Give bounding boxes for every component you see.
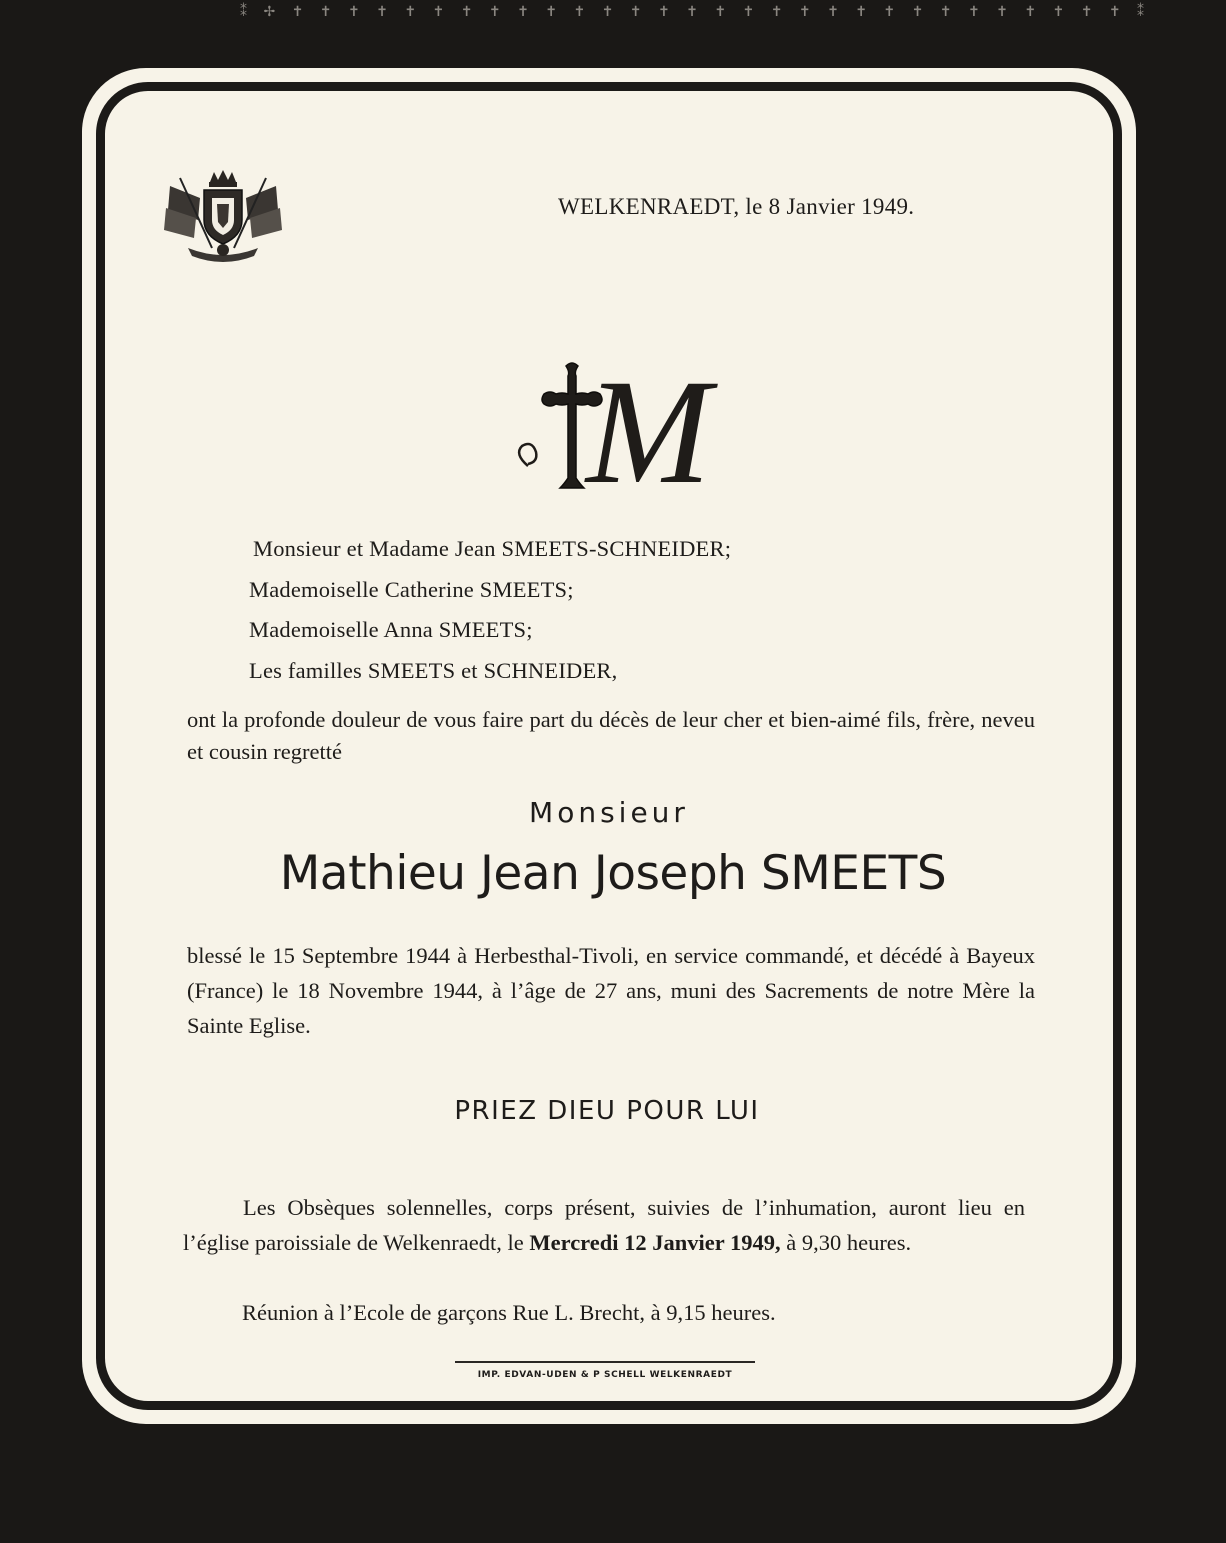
family-line-4: Les familles SMEETS et SCHNEIDER,	[249, 658, 618, 683]
funeral-paragraph	[183, 1190, 1025, 1260]
printer-credit: IMP. EDVAN-UDEN & P SCHELL WELKENRAEDT	[477, 1370, 733, 1380]
prayer-heading: PRIEZ DIEU POUR LUI	[454, 1096, 760, 1126]
coat-of-arms-icon	[160, 168, 286, 264]
funeral-date: Mercredi 12 Janvier 1949,	[529, 1230, 781, 1255]
family-line-1: Monsieur et Madame Jean SMEETS-SCHNEIDER;	[253, 536, 732, 561]
monogram-letter: M	[586, 349, 711, 515]
funeral-text-after: à 9,30 heures.	[780, 1230, 912, 1255]
death-details-paragraph: blessé le 15 Septembre 1944 à Herbesthal-Tivoli, en service commandé, et décédé à Bayeux (France) le 18 Novembre 1944, à l’âge de 27 ans, muni des Sacrements de notre Mère la Sainte Eglise.	[187, 943, 1035, 1038]
announcement-paragraph: ont la profonde douleur de vous faire part du décès de leur cher et bien-aimé fils, frère, neveu et cousin regretté	[187, 707, 1035, 764]
family-line-2: Mademoiselle Catherine SMEETS;	[249, 577, 574, 602]
cross-monogram	[508, 349, 718, 515]
deceased-name: Mathieu Jean Joseph SMEETS	[279, 846, 947, 901]
deceased-honorific: Monsieur	[529, 796, 689, 829]
footer-divider	[455, 1361, 755, 1363]
top-edge-ornament: ⁑ ✢ ✝ ✝ ✝ ✝ ✝ ✝ ✝ ✝ ✝ ✝ ✝ ✝ ✝ ✝ ✝ ✝ ✝ ✝ ✝ ✝ ✝ ✝ ✝ ✝ ✝ ✝ ✝ ✝ ✝ ✝ ⁑	[240, 4, 1151, 20]
family-line-3: Mademoiselle Anna SMEETS;	[249, 617, 533, 642]
meeting-line: Réunion à l’Ecole de garçons Rue L. Brecht, à 9,15 heures.	[242, 1300, 776, 1325]
place-and-date: WELKENRAEDT, le 8 Janvier 1949.	[558, 194, 915, 219]
funeral-text-before: Les Obsèques solennelles, corps présent, suivies de l’inhumation, auront lieu en l’église paroissiale de Welkenraedt, le	[183, 1195, 1025, 1255]
